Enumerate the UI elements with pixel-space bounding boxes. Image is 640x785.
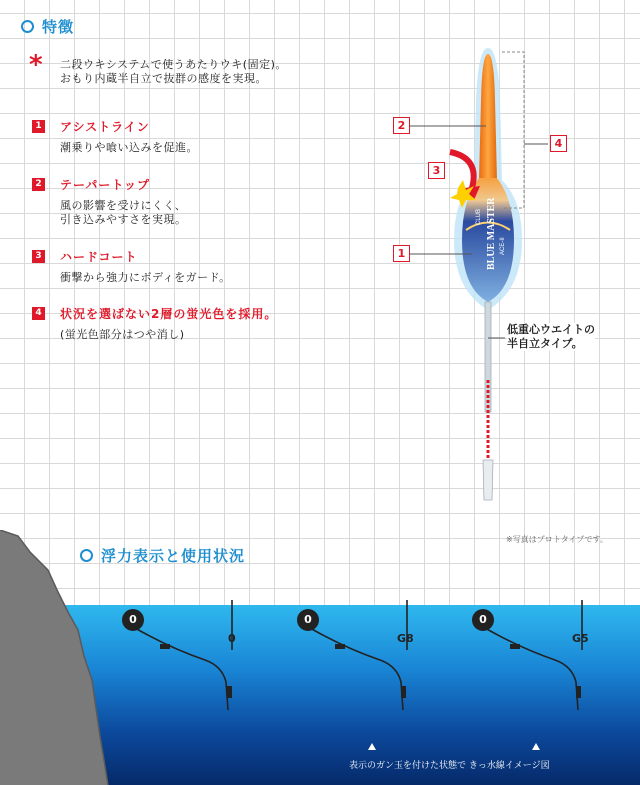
gauge-float-2: 0	[297, 609, 319, 631]
callout-2: 2	[393, 117, 410, 134]
feature-4	[32, 305, 277, 342]
callout-3: 3	[428, 162, 445, 179]
brand-model: ACE-II	[500, 237, 506, 255]
feature-title: ハードコート	[60, 250, 138, 264]
feature-title: テーパートップ	[60, 178, 151, 192]
feature-number: 3	[32, 250, 45, 263]
intro-text	[60, 58, 287, 86]
feature-1	[32, 118, 198, 155]
gauge-float-1: 0	[122, 609, 144, 631]
callout-4: 4	[550, 135, 567, 152]
float-label-3: G5	[572, 632, 589, 645]
intro-line-1: 二段ウキシステムで使うあたりウキ(固定)。	[60, 58, 287, 71]
feature-title: 状況を選ばない2層の蛍光色を採用。	[60, 307, 278, 321]
feature-desc: 潮乗りや喰い込みを促進。	[60, 141, 198, 154]
intro	[29, 50, 287, 86]
photo-note: ※写真はプロトタイプです。	[506, 535, 608, 544]
section2-title: 浮力表示と使用状況	[101, 547, 246, 565]
intro-line-2: おもり内蔵半自立で抜群の感度を実現。	[60, 72, 267, 85]
feature-desc: (蛍光色部分はつや消し)	[60, 328, 185, 341]
usage-rigs	[0, 590, 640, 740]
triangle-marker-1	[368, 743, 376, 750]
triangle-marker-2	[532, 743, 540, 750]
feature-2	[32, 176, 187, 227]
section1-title: 特徴	[42, 18, 75, 36]
section1-header	[21, 16, 74, 37]
star-icon: *	[29, 50, 43, 80]
callout-1: 1	[393, 245, 410, 262]
brand-label: BLUE MASTER	[486, 197, 497, 270]
weight-note: 低重心ウエイトの 半自立タイプ。	[507, 323, 595, 350]
circle-icon	[21, 20, 34, 33]
caption-text-2: きっ水線イメージ図	[468, 761, 550, 771]
feature-number: 1	[32, 120, 45, 133]
caption-text-1: 表示のガン玉を付けた状態で	[349, 761, 467, 771]
gauge-float-3: 0	[472, 609, 494, 631]
brand-club: CLUB	[476, 208, 482, 225]
caption	[349, 758, 550, 771]
feature-desc: 風の影響を受けにくく、 引き込みやすさを実現。	[60, 199, 187, 226]
feature-title: アシストライン	[60, 120, 150, 134]
feature-number: 2	[32, 178, 45, 191]
float-product-image	[380, 40, 640, 520]
float-label-2: G8	[397, 632, 414, 645]
feature-3	[32, 248, 231, 285]
feature-desc: 衝撃から強力にボディをガード。	[60, 271, 231, 284]
float-label-1: 0	[228, 632, 236, 645]
feature-number: 4	[32, 307, 45, 320]
